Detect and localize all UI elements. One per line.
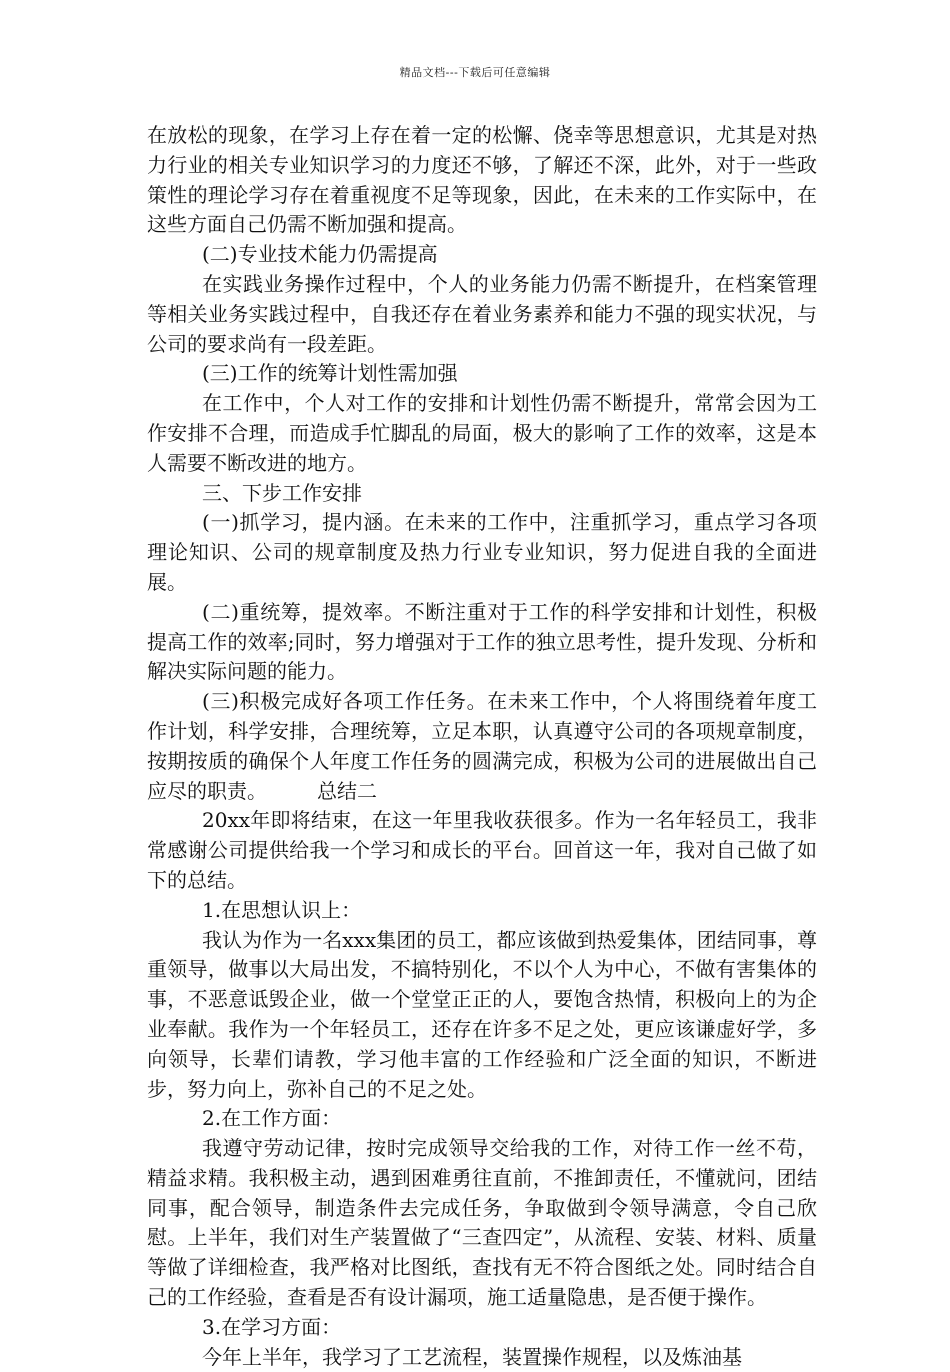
paragraph: (三)积极完成好各项工作任务。在未来工作中，个人将围绕着年度工作计划，科学安排，合理统筹，立足本职，认真遵守公司的各项规章制度，按期按质的确保个人年度工作任务的圆满完成，积极为公司的进展做出自己应尽的职责。 总结二 <box>147 689 817 803</box>
subheading: 3.在学习方面： <box>202 1314 342 1339</box>
subheading: 2.在工作方面： <box>202 1106 342 1131</box>
paragraph: (二)重统筹，提效率。不断注重对于工作的科学安排和计划性，积极提高工作的效率;同时，努力增强对于工作的独立思考性，提升发现、分析和解决实际问题的能力。 <box>147 599 817 684</box>
document-body <box>147 121 817 1372</box>
paragraph: 今年上半年，我学习了工艺流程，装置操作规程，以及炼油基 <box>202 1344 742 1369</box>
paragraph: 我遵守劳动记律，按时完成领导交给我的工作，对待工作一丝不苟，精益求精。我积极主动，遇到困难勇往直前，不推卸责任，不懂就问，团结同事，配合领导，制造条件去完成任务，争取做到令领导满意，令自己欣慰。上半年，我们对生产装置做了“三查四定”，从流程、安装、材料、质量等做了详细检查，我严格对比图纸，查找有无不符合图纸之处。同时结合自己的工作经验，查看是否有设计漏项，施工适量隐患，是否便于操作。 <box>147 1136 817 1310</box>
paragraph: 在工作中，个人对工作的安排和计划性仍需不断提升，常常会因为工作安排不合理，而造成手忙脚乱的局面，极大的影响了工作的效率，这是本人需要不断改进的地方。 <box>147 391 817 475</box>
paragraph: 20xx年即将结束，在这一年里我收获很多。作为一名年轻员工，我非常感谢公司提供给我一个学习和成长的平台。回首这一年，我对自己做了如下的总结。 <box>147 808 817 892</box>
section-heading: 三、下步工作安排 <box>202 480 362 505</box>
subheading: (二)专业技术能力仍需提高 <box>202 242 438 267</box>
paragraph: (一)抓学习，提内涵。在未来的工作中，注重抓学习，重点学习各项理论知识、公司的规章制度及热力行业专业知识，努力促进自我的全面进展。 <box>147 510 817 594</box>
page-header: 精品文档---下载后可任意编辑 <box>399 66 551 79</box>
paragraph: 在实践业务操作过程中，个人的业务能力仍需不断提升，在档案管理等相关业务实践过程中，自我还存在着业务素养和能力不强的现实状况，与公司的要求尚有一段差距。 <box>147 271 817 356</box>
subheading: (三)工作的统筹计划性需加强 <box>202 361 458 386</box>
paragraph: 我认为作为一名xxx集团的员工，都应该做到热爱集体，团结同事，尊重领导，做事以大局出发，不搞特别化，不以个人为中心，不做有害集体的事，不恶意诋毁企业，做一个堂堂正正的人，要饱含热情，积极向上的为企业奉献。我作为一个年轻员工，还存在许多不足之处，更应该谦虚好学，多向领导，长辈们请教，学习他丰富的工作经验和广泛全面的知识，不断进步，努力向上，弥补自己的不足之处。 <box>147 927 817 1101</box>
paragraph: 在放松的现象，在学习上存在着一定的松懈、侥幸等思想意识，尤其是对热力行业的相关专业知识学习的力度还不够，了解还不深，此外，对于一些政策性的理论学习存在着重视度不足等现象，因此，在未来的工作实际中，在这些方面自己仍需不断加强和提高。 <box>147 123 817 237</box>
subheading: 1.在思想认识上： <box>202 897 362 922</box>
